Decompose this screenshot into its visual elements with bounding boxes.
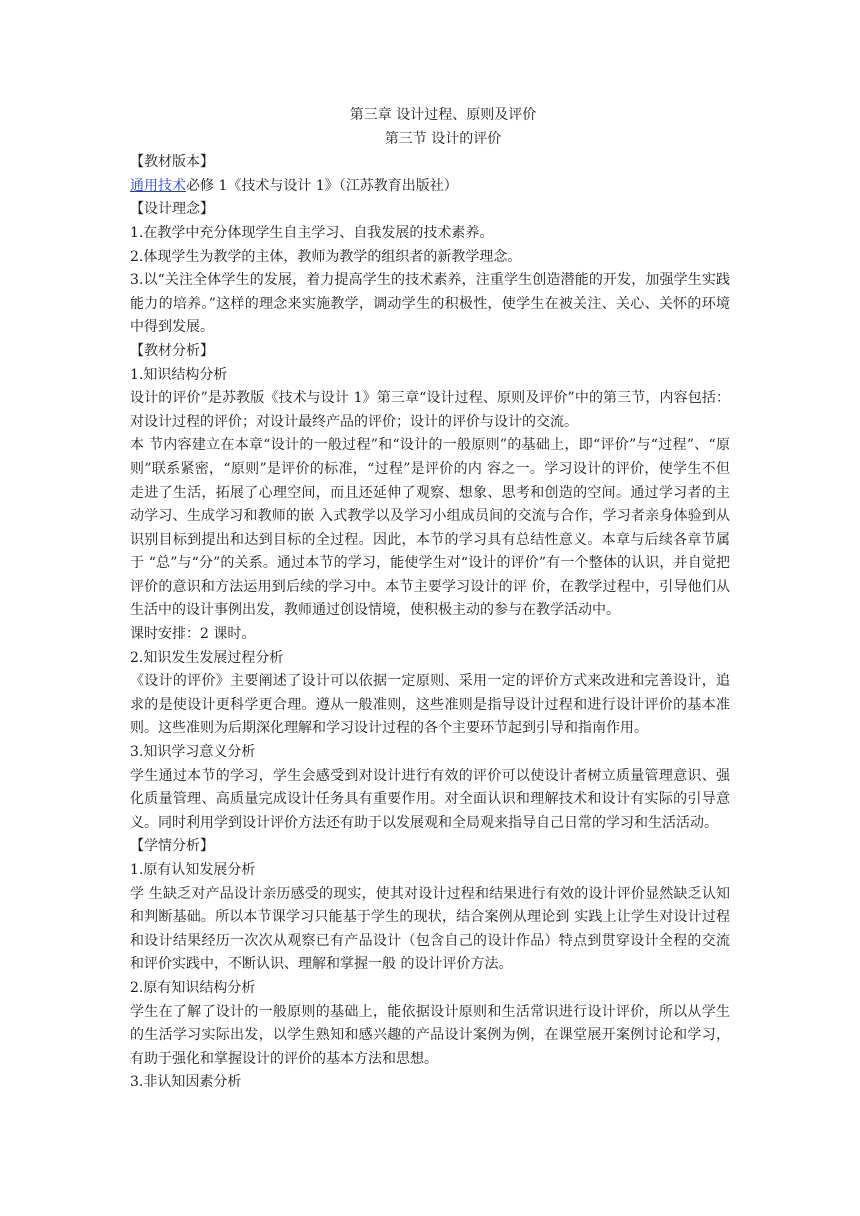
design-concept-header: 【设计理念】	[130, 201, 214, 218]
concept-item-2: 2.体现学生为教学的主体，教师为教学的组织者的新教学理念。	[130, 248, 522, 265]
class-schedule: 课时安排：2 课时。	[130, 626, 256, 643]
knowledge-structure-paragraph-1: 设计的评价”是苏教版《技术与设计 1》第三章“设计过程、原则及评价”中的第三节，内容包括：对设计过程的评价；对设计最终产品的评价；设计的评价与设计的交流。	[130, 390, 730, 430]
knowledge-meaning-paragraph: 学生通过本节的学习，学生会感受到对设计进行有效的评价可以使设计者树立质量管理意识、强化质量管理、高质量完成设计任务具有重要作用。对全面认识和理解技术和设计有实际的引导意义。同时利用学到设计评价方法还有助于以发展观和全局观来指导自己日常的学习和生活活动。	[130, 767, 730, 831]
knowledge-meaning-heading: 3.知识学习意义分析	[130, 744, 256, 761]
document-page	[130, 104, 730, 1095]
cognitive-heading: 1.原有认知发展分析	[130, 862, 256, 878]
textbook-version-line	[130, 175, 730, 199]
concept-item-1: 1.在教学中充分体现学生自主学习、自我发展的技术素养。	[130, 224, 494, 241]
chapter-title: 第三章 设计过程、原则及评价	[349, 107, 537, 123]
student-analysis-header: 【学情分析】	[130, 838, 214, 855]
knowledge-structure-heading: 1.知识结构分析	[130, 366, 228, 383]
textbook-version-header: 【教材版本】	[130, 154, 214, 171]
knowledge-structure-paragraph-2: 本 节内容建立在本章“设计的一般过程”和“设计的一般原则”的基础上，即“评价”与“过程”、“原则”联系紧密，“原则”是评价的标准，“过程”是评价的内 容之一。学习设计的评价，使学生不但走进了生活，拓展了心理空间，而且还延伸了观察、想象、思考和创造的空间。通过学习者的主动学习、生成学习和教师的嵌 入式教学以及学习小组成员间的交流与合作，学习者亲身体验到从识别目标到提出和达到目标的全过程。因此，本节的学习具有总结性意义。本章与后续各章节属于 “总”与“分”的关系。通过本节的学习，能使学生对“设计的评价”有一个整体的认识，并自觉把评价的意识和方法运用到后续的学习中。本节主要学习设计的评 价，在教学过程中，引导他们从生活中的设计事例出发，教师通过创设情境，使积极主动的参与在教学活动中。	[130, 437, 730, 619]
textbook-version-text: 必修 1《技术与设计 1》（江苏教育出版社）	[186, 177, 458, 194]
general-technology-link[interactable]: 通用技术	[130, 177, 186, 194]
non-cognitive-heading: 3.非认知因素分析	[130, 1074, 242, 1091]
textbook-analysis-header: 【教材分析】	[130, 342, 214, 359]
knowledge-development-heading: 2.知识发生发展过程分析	[130, 649, 284, 666]
prior-knowledge-heading: 2.原有知识结构分析	[130, 979, 256, 996]
section-title: 第三节 设计的评价	[384, 130, 502, 147]
knowledge-development-paragraph: 《设计的评价》主要阐述了设计可以依据一定原则、采用一定的评价方式来改进和完善设计，追求的是使设计更科学更合理。遵从一般准则，这些准则是指导设计过程和进行设计评价的基本准则。这些准则为后期深化理解和学习设计过程的各个主要环节起到引导和指南作用。	[130, 673, 730, 737]
cognitive-paragraph: 学 生缺乏对产品设计亲历感受的现实，使其对设计过程和结果进行有效的设计评价显然缺乏认知和判断基础。所以本节课学习只能基于学生的现状，结合案例从理论到 实践上让学生对设计过程和设计结果经历一次次从观察已有产品设计（包含自己的设计作品）特点到贯穿设计全程的交流和评价实践中，不断认识、理解和掌握一般 的设计评价方法。	[130, 885, 730, 973]
prior-knowledge-paragraph: 学生在了解了设计的一般原则的基础上，能依据设计原则和生活常识进行设计评价，所以从学生的生活学习实际出发，以学生熟知和感兴趣的产品设计案例为例，在课堂展开案例讨论和学习，有助于强化和掌握设计的评价的基本方法和思想。	[130, 1003, 730, 1067]
concept-item-3: 3.以“关注全体学生的发展，着力提高学生的技术素养，注重学生创造潜能的开发，加强学生实践能力的培养。”这样的理念来实施教学，调动学生的积极性，使学生在被关注、关心、关怀的环境中得到发展。	[130, 272, 730, 336]
